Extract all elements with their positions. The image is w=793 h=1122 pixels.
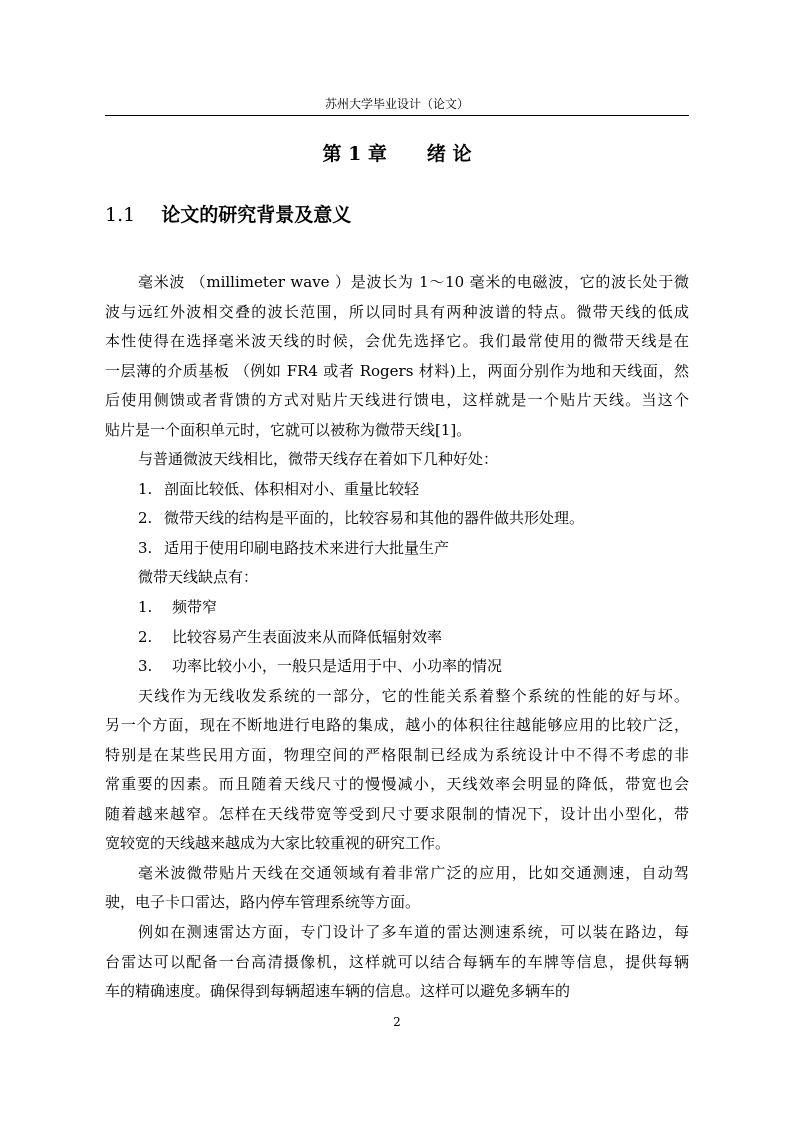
disadvantages-intro: 微带天线缺点有： bbox=[138, 568, 259, 587]
body-text bbox=[105, 268, 689, 1007]
list-number: 2. bbox=[138, 509, 153, 528]
paragraph-line: 一层薄的介质基板 （例如 FR4 或者 Rogers 材料)上，两面分别作为地和天线面，然 bbox=[105, 361, 689, 380]
list-number: 3. bbox=[138, 657, 153, 676]
paragraph-line: 本性使得在选择毫米波天线的时候，会优先选择它。我们最常使用的微带天线是在 bbox=[105, 332, 689, 351]
page-number: 2 bbox=[393, 1015, 401, 1029]
paragraph-line: 天线作为无线收发系统的一部分，它的性能关系着整个系统的性能的好与坏。 bbox=[138, 686, 689, 705]
chapter-title: 绪 论 bbox=[426, 143, 472, 165]
paragraph-line: 台雷达可以配备一台高清摄像机，这样就可以结合每辆车的车牌等信息，提供每辆 bbox=[105, 952, 689, 971]
list-text: 剖面比较低、体积相对小、重量比较轻 bbox=[164, 479, 420, 498]
paragraph-line: 波与远红外波相交叠的波长范围，所以同时具有两种波谱的特点。微带天线的低成 bbox=[105, 302, 689, 321]
paragraph-line: 毫米波 （millimeter wave ）是波长为 1～10 毫米的电磁波，它的波长处于微 bbox=[138, 273, 689, 291]
paragraph-line: 常重要的因素。而且随着天线尺寸的慢慢减小，天线效率会明显的降低，带宽也会 bbox=[105, 775, 689, 794]
list-text: 频带窄 bbox=[172, 598, 218, 617]
list-item bbox=[105, 504, 689, 534]
paragraph-line: 毫米波微带贴片天线在交通领域有着非常广泛的应用，比如交通测速，自动驾 bbox=[138, 863, 689, 882]
list-item bbox=[105, 534, 689, 564]
paragraph-line: 随着越来越窄。怎样在天线带宽等受到尺寸要求限制的情况下，设计出小型化，带 bbox=[105, 804, 689, 823]
list-number: 3. bbox=[138, 538, 153, 557]
list-number: 1. bbox=[138, 479, 153, 498]
paragraph-line: 车的精确速度。确保得到每辆超速车辆的信息。这样可以避免多辆车的 bbox=[105, 982, 571, 1001]
paragraph-line: 贴片是一个面积单元时，它就可以被称为微带天线[1]。 bbox=[105, 420, 472, 439]
paragraph-line: 宽较宽的天线越来越成为大家比较重视的研究工作。 bbox=[105, 834, 451, 853]
paragraph-line: 驶，电子卡口雷达，路内停车管理系统等方面。 bbox=[105, 893, 421, 912]
list-item bbox=[105, 652, 689, 682]
paragraph-line: 例如在测速雷达方面，专门设计了多车道的雷达测速系统，可以装在路边，每 bbox=[138, 923, 689, 942]
section-title: 论文的研究背景及意义 bbox=[161, 204, 352, 226]
list-number: 2. bbox=[138, 627, 153, 646]
paragraph-line: 另一个方面，现在不断地进行电路的集成，越小的体积往往越能够应用的比较广泛， bbox=[105, 716, 689, 735]
list-text: 适用于使用印刷电路技术来进行大批量生产 bbox=[164, 538, 450, 557]
list-text: 功率比较小小，一般只是适用于中、小功率的情况 bbox=[172, 657, 503, 676]
list-number: 1. bbox=[138, 598, 153, 617]
advantages-intro: 与普通微波天线相比，微带天线存在着如下几种好处： bbox=[138, 450, 499, 469]
chapter-number: 第 1 章 bbox=[322, 143, 387, 165]
header-divider bbox=[105, 115, 689, 116]
list-text: 比较容易产生表面波来从而降低辐射效率 bbox=[172, 627, 443, 646]
chapter-heading bbox=[105, 140, 689, 168]
list-text: 微带天线的结构是平面的，比较容易和其他的器件做共形处理。 bbox=[164, 509, 585, 528]
list-item bbox=[105, 623, 689, 653]
page-header: 苏州大学毕业设计（论文） bbox=[324, 97, 469, 111]
list-item bbox=[105, 593, 689, 623]
section-heading bbox=[105, 201, 351, 229]
section-number: 1.1 bbox=[105, 204, 136, 226]
paragraph-line: 特别是在某些民用方面，物理空间的严格限制已经成为系统设计中不得不考虑的非 bbox=[105, 745, 689, 764]
list-item bbox=[105, 475, 689, 505]
paragraph-line: 后使用侧馈或者背馈的方式对贴片天线进行馈电，这样就是一个贴片天线。当这个 bbox=[105, 391, 689, 410]
